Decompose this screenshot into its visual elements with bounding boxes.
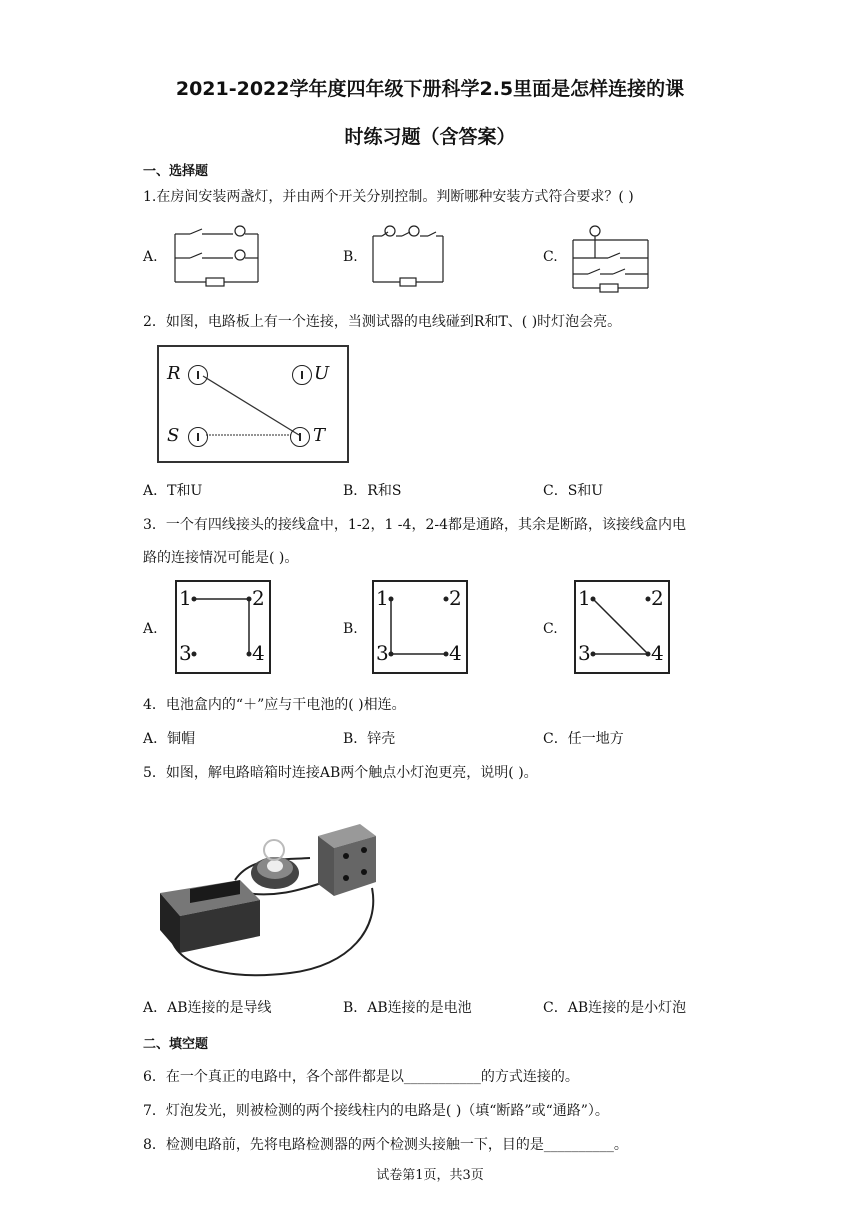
q3-box-b bbox=[372, 580, 468, 674]
question-6: 6．在一个真正的电路中，各个部件都是以___________的方式连接的。 bbox=[143, 1069, 579, 1085]
q3-c-terminal-2: 2 bbox=[651, 586, 664, 610]
question-7: 7．灯泡发光，则被检测的两个接线柱内的电路是( )（填“断路”或“通路”）。 bbox=[143, 1103, 609, 1119]
terminal-s bbox=[188, 427, 208, 447]
q1-option-c-label: C. bbox=[543, 249, 558, 265]
q4-option-b: B．锌壳 bbox=[343, 731, 396, 747]
q3-c-terminal-4: 4 bbox=[651, 641, 664, 665]
q5-circuit-photo bbox=[150, 818, 390, 983]
q3-box-a bbox=[175, 580, 271, 674]
terminal-u-label: U bbox=[314, 363, 330, 384]
q3-b-terminal-3: 3 bbox=[376, 641, 389, 665]
q1-option-a-label: A. bbox=[143, 249, 158, 265]
q3-c-terminal-3: 3 bbox=[578, 641, 591, 665]
q3-b-terminal-1: 1 bbox=[376, 586, 389, 610]
question-4: 4．电池盒内的“＋”应与干电池的( )相连。 bbox=[143, 697, 406, 713]
q2-circuit-board bbox=[157, 345, 349, 463]
page-title-line-1: 2021-2022学年度四年级下册科学2.5里面是怎样连接的课 bbox=[175, 78, 685, 100]
section-heading-fill-in: 二、填空题 bbox=[143, 1037, 209, 1052]
question-8: 8．检测电路前，先将电路检测器的两个检测头接触一下，目的是__________。 bbox=[143, 1137, 628, 1153]
q3-b-terminal-4: 4 bbox=[449, 641, 462, 665]
q3-a-terminal-1: 1 bbox=[179, 586, 192, 610]
q1-circuit-c-diagram bbox=[568, 222, 653, 294]
q3-option-a-label: A. bbox=[143, 621, 158, 637]
q1-circuit-a-diagram bbox=[170, 222, 265, 290]
q4-option-c: C．任一地方 bbox=[543, 731, 624, 747]
question-2: 2．如图，电路板上有一个连接，当测试器的电线碰到R和T、( )时灯泡会亮。 bbox=[143, 314, 622, 330]
terminal-s-label: S bbox=[167, 425, 180, 446]
q3-option-b-label: B. bbox=[343, 621, 358, 637]
q5-option-c: C．AB连接的是小灯泡 bbox=[543, 1000, 687, 1016]
q1-option-b-label: B. bbox=[343, 249, 358, 265]
q5-option-b: B．AB连接的是电池 bbox=[343, 1000, 472, 1016]
terminal-u bbox=[292, 365, 312, 385]
q3-a-terminal-4: 4 bbox=[252, 641, 265, 665]
q3-box-c bbox=[574, 580, 670, 674]
q3-a-terminal-2: 2 bbox=[252, 586, 265, 610]
section-heading-choice: 一、选择题 bbox=[143, 164, 209, 179]
question-1: 1.在房间安装两盏灯，并由两个开关分别控制。判断哪种安装方式符合要求？( ) bbox=[143, 189, 634, 205]
question-5: 5．如图，解电路暗箱时连接AB两个触点小灯泡更亮，说明( )。 bbox=[143, 765, 538, 781]
page-footer: 试卷第1页，共3页 bbox=[376, 1168, 484, 1183]
q2-option-c: C．S和U bbox=[543, 483, 604, 499]
q2-option-a: A．T和U bbox=[143, 483, 203, 499]
q2-option-b: B．R和S bbox=[343, 483, 402, 499]
q3-c-terminal-1: 1 bbox=[578, 586, 591, 610]
question-3-line-2: 路的连接情况可能是( )。 bbox=[143, 550, 299, 566]
q1-circuit-b-diagram bbox=[368, 222, 448, 290]
terminal-t-label: T bbox=[313, 425, 326, 446]
question-3-line-1: 3．一个有四线接头的接线盒中，1-2，1 -4，2-4都是通路，其余是断路，该接线盒内电 bbox=[143, 517, 686, 533]
q4-option-a: A．铜帽 bbox=[143, 731, 196, 747]
q5-option-a: A．AB连接的是导线 bbox=[143, 1000, 272, 1016]
q3-option-c-label: C. bbox=[543, 621, 558, 637]
page-title-line-2: 时练习题（含答案） bbox=[344, 126, 516, 148]
terminal-r bbox=[188, 365, 208, 385]
q3-b-terminal-2: 2 bbox=[449, 586, 462, 610]
terminal-t bbox=[290, 427, 310, 447]
terminal-r-label: R bbox=[167, 363, 181, 384]
q3-a-terminal-3: 3 bbox=[179, 641, 192, 665]
